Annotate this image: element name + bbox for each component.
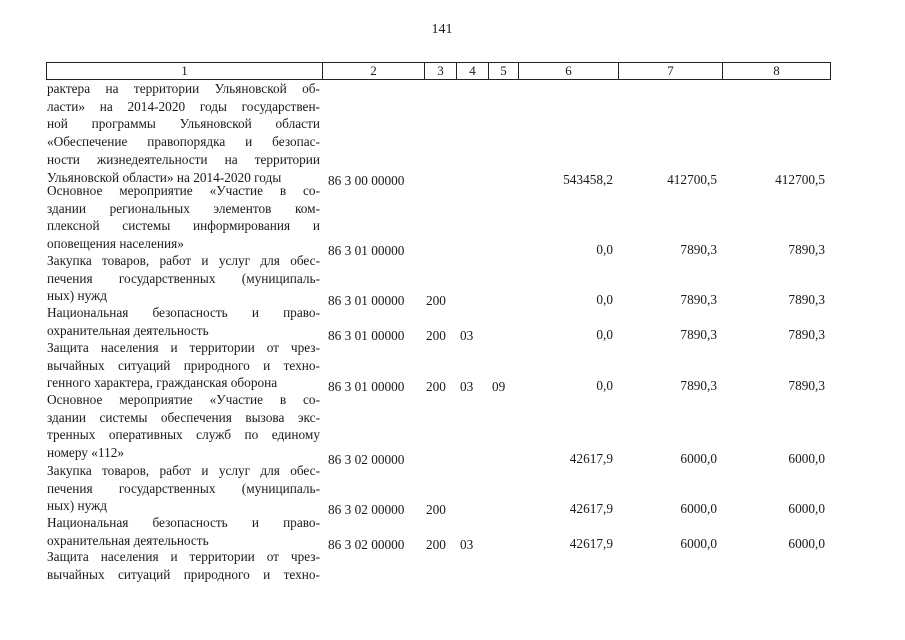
row-description [47,304,320,339]
subsection-code: 09 [492,379,506,394]
classification-code: 86 3 02 00000 [328,452,405,467]
description-line: Закупка товаров, работ и услуг для обес- [47,253,320,268]
header-col-1: 1 [47,63,323,80]
amount-col-8: 6000,0 [788,536,825,551]
amount-col-8: 6000,0 [788,501,825,516]
classification-code: 86 3 01 00000 [328,293,405,308]
description-line: Ульяновской области» на 2014-2020 годы [47,169,282,185]
amount-col-7: 6000,0 [680,501,717,516]
expense-type-code: 200 [426,328,446,343]
description-line: Защита населения и территории от чрез- [47,340,320,355]
description-line: рактера на территории Ульяновской об- [47,81,320,96]
expense-type-code: 200 [426,379,446,394]
description-line: печения государственных (муниципаль- [47,480,320,496]
amount-col-6: 0,0 [596,292,613,307]
classification-code: 86 3 02 00000 [328,537,405,552]
row-description [47,182,320,253]
amount-col-7: 7890,3 [680,378,717,393]
header-col-4: 4 [457,63,489,80]
description-line: Защита населения и территории от чрез- [47,549,320,564]
section-code: 03 [460,537,474,552]
section-code: 03 [460,328,474,343]
amount-col-6: 42617,9 [569,536,613,551]
amount-col-8: 7890,3 [788,292,825,307]
amount-col-8: 7890,3 [788,378,825,393]
amount-col-8: 7890,3 [788,327,825,342]
description-line: вычайных ситуаций природного и техно- [47,566,320,582]
header-col-8: 8 [723,63,831,80]
row-description [47,462,320,515]
amount-col-7: 6000,0 [680,536,717,551]
amount-col-6: 42617,9 [569,451,613,466]
description-line: Основное мероприятие «Участие в со- [47,392,320,407]
classification-code: 86 3 00 00000 [328,173,405,188]
classification-code: 86 3 02 00000 [328,502,405,517]
amount-col-6: 0,0 [596,327,613,342]
description-line: Основное мероприятие «Участие в со- [47,183,320,198]
classification-code: 86 3 01 00000 [328,328,405,343]
row-description [47,252,320,305]
amount-col-8: 7890,3 [788,242,825,257]
amount-col-8: 6000,0 [788,451,825,466]
description-line: ной программы Ульяновской области [47,116,320,132]
description-line: печения государственных (муниципаль- [47,270,320,286]
amount-col-7: 6000,0 [680,451,717,466]
description-line: Закупка товаров, работ и услуг для обес- [47,463,320,478]
expense-type-code: 200 [426,537,446,552]
amount-col-7: 7890,3 [680,292,717,307]
description-line: здании системы обеспечения вызова экс- [47,409,320,425]
description-line: «Обеспечение правопорядка и безопас- [47,134,320,150]
expense-type-code: 200 [426,502,446,517]
amount-col-7: 7890,3 [680,242,717,257]
section-code: 03 [460,379,474,394]
amount-col-6: 543458,2 [563,172,613,187]
row-description [47,339,320,392]
header-col-6: 6 [519,63,619,80]
description-line: ласти» на 2014-2020 годы государствен- [47,98,320,114]
classification-code: 86 3 01 00000 [328,243,405,258]
amount-col-6: 0,0 [596,242,613,257]
amount-col-6: 42617,9 [569,501,613,516]
classification-code: 86 3 01 00000 [328,379,405,394]
page-number: 141 [431,22,453,37]
description-line: охранительная деятельность [47,322,209,338]
description-line: Национальная безопасность и право- [47,305,320,320]
description-line: Национальная безопасность и право- [47,515,320,530]
row-description [47,548,320,583]
header-col-5: 5 [489,63,519,80]
description-line: ных) нужд [47,288,107,304]
amount-col-6: 0,0 [596,378,613,393]
description-line: тренных оперативных служб по единому [47,427,320,443]
description-line: оповещения населения» [47,236,184,252]
description-line: охранительная деятельность [47,532,209,548]
header-col-7: 7 [619,63,723,80]
description-line: ных) нужд [47,498,107,514]
header-col-3: 3 [425,63,457,80]
description-line: ности жизнедеятельности на территории [47,151,320,167]
description-line: номеру «112» [47,445,125,461]
amount-col-7: 7890,3 [680,327,717,342]
row-description [47,391,320,462]
description-line: генного характера, гражданская оборона [47,375,278,391]
header-col-2: 2 [323,63,425,80]
amount-col-8: 412700,5 [775,172,825,187]
row-description [47,514,320,549]
description-line: плексной системы информирования и [47,218,320,234]
amount-col-7: 412700,5 [667,172,717,187]
expense-type-code: 200 [426,293,446,308]
description-line: здании региональных элементов ком- [47,200,320,216]
row-description [47,80,320,186]
description-line: вычайных ситуаций природного и техно- [47,357,320,373]
